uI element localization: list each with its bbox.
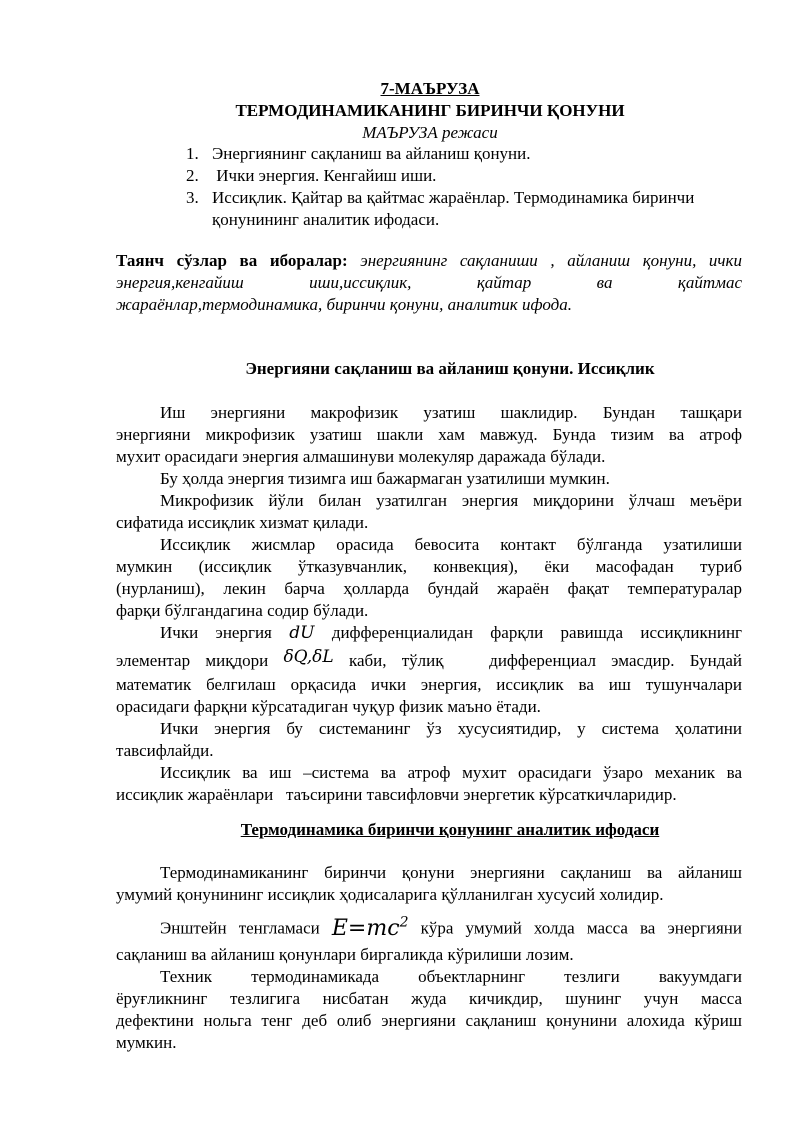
paragraph: Термодинамиканинг биринчи қонуни энергияни сақланиш ва айланиш умумий қонунининг иссиқлик ҳодисаларига қўлланилган хусусий холидир. xyxy=(116,863,742,904)
einstein-formula: $E=mc^2$ xyxy=(331,915,409,942)
keywords-text: энергиянинг сақланиши , айланиш қонуни, ички xyxy=(360,251,742,270)
math-du: dU xyxy=(289,623,315,643)
keywords-text: энергия,кенгайиш иши,иссиқлик, қайтар ва қайтмас xyxy=(116,273,742,292)
plan-label: МАЪРУЗА режаси xyxy=(362,123,498,142)
plan-item xyxy=(186,187,746,231)
lecture-number: 7-МАЪРУЗА xyxy=(380,79,480,98)
plan-item-text: Энергиянинг сақланиш ва айланиш қонуни. xyxy=(212,144,531,163)
plan-list xyxy=(186,143,746,231)
plan-item-text: Иссиқлик. Қайтар ва қайтмас жараёнлар. Термодинамика биринчи xyxy=(212,188,695,207)
keywords-block xyxy=(116,250,742,316)
paragraph: Иш энергияни макрофизик узатиш шаклидир. Бундан ташқари энергияни микрофизик узатиш шакли хам мавжуд. Бунда тизим ва атроф мухит орасидаги энергия алмашинуви молекуляр даражада бўлади. Бу ҳолда энергия тизимга иш бажармаган узатилиши мумкин. Микрофизик йўли билан узатилган энергия миқдорини ўлчаш меъёри сифатида иссиқлик хизмат қилади. Иссиқлик жисмлар орасида бевосита контакт бўлганда узатилиши мумкин (иссиқлик ўтказувчанлик, конвекция), ёки масофадан туриб (нурланиш), лекин барча ҳолларда бундай жараён фақат температуралар фарқи бўлгандагина содир бўлади. Ички энергия dU дифференциалидан фарқли равишда иссиқликнинг элементар миқдори δQ,δL каби, тўлиқ дифференциал эмасдир. Бундай математик белгилаш орқасида ички энергия, иссиқлик ва иш тушунчалари орасидаги фарқни кўрсатадиган чуқур физик маъно ётади. Ички энергия бу системанинг ўз хусусиятидир, у система ҳолатини тавсифлайди. Иссиқлик ва иш –система ва атроф мухит орасидаги ўзаро механик ва иссиқлик жараёнлари таъсирини тавсифловчи энергетик кўрсаткичларидир. xyxy=(116,403,743,804)
lecture-title: ТЕРМОДИНАМИКАНИНГ БИРИНЧИ ҚОНУНИ xyxy=(235,101,625,120)
paragraph: Энштейн тенгламаси $E=mc^2$ кўра умумий холда масса ва энергияни сақланиш ва айланиш қонунлари биргаликда кўрилиши лозим. Техник термодинамикада объектларнинг тезлиги вакуумдаги ёруғликнинг тезлигига нисбатан жуда кичикдир, шунинг учун масса дефектини нольга тенг деб олиб энергияни сақланиш қонунини алохида кўриш мумкин. xyxy=(116,915,743,1053)
keywords-label: Таянч сўзлар ва иборалар: xyxy=(116,251,348,270)
plan-item-number: 2. xyxy=(186,166,199,185)
section-heading: Энергияни сақланиш ва айланиш қонуни. Иссиқлик xyxy=(245,359,655,378)
plan-item-number: 3. xyxy=(186,188,199,207)
plan-item xyxy=(186,143,746,165)
section-heading: Термодинамика биринчи қонунинг аналитик ифодаси xyxy=(240,820,660,839)
plan-item-text: қонунининг аналитик ифодаси. xyxy=(212,210,440,229)
math-delta-q-l: δQ,δL xyxy=(283,647,334,667)
plan-item-number: 1. xyxy=(186,144,199,163)
plan-item xyxy=(186,165,746,187)
keywords-text: жараёнлар,термодинамика, биринчи қонуни, аналитик ифода. xyxy=(116,295,572,314)
plan-item-text: Ички энергия. Кенгайиш иши. xyxy=(212,166,437,185)
